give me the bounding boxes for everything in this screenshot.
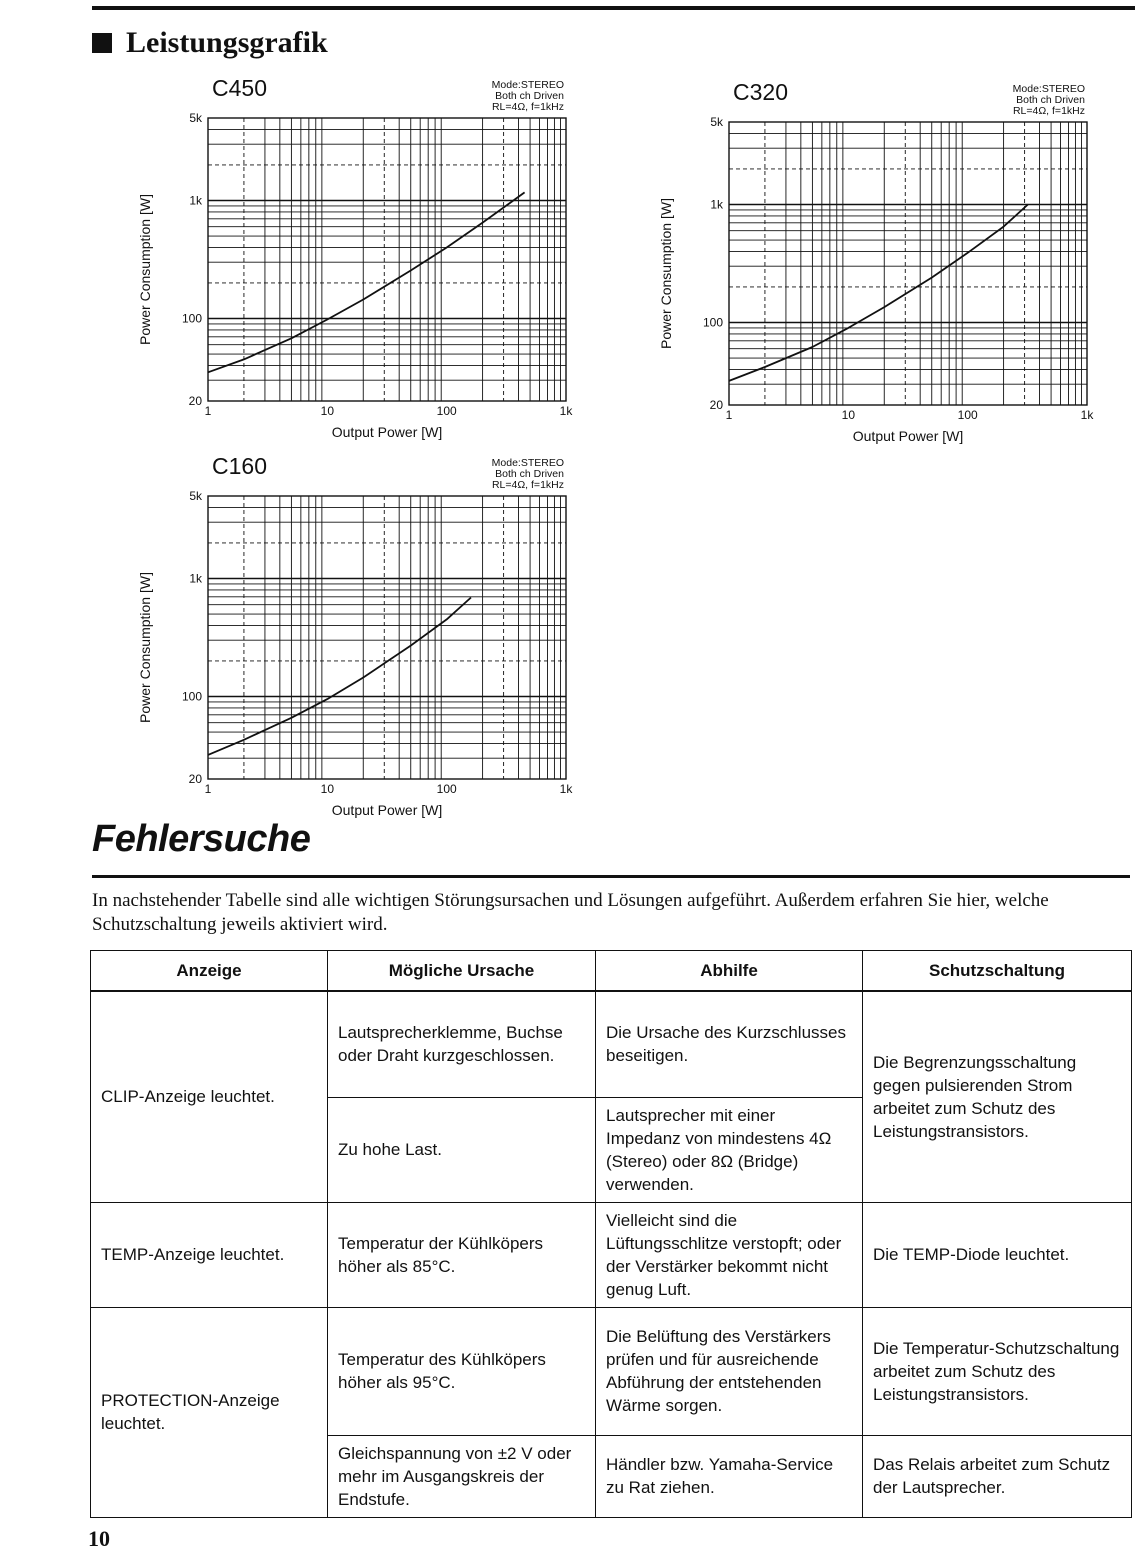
mode-text: RL=4Ω, f=1kHz [491,101,564,113]
remedy-cell: Vielleicht sind die Lüftungsschlitze verstopft; oder der Verstärker bekommt nicht genug Luft. [596,1202,863,1307]
cause-cell: Temperatur des Kühlköpers höher als 95°C. [328,1307,596,1435]
plot-frame [208,496,566,779]
mode-text: Both ch Driven [1016,94,1085,106]
cause-cell: Zu hohe Last. [328,1097,596,1202]
plot-grid [729,122,1087,405]
mode-text: RL=4Ω, f=1kHz [1012,105,1085,117]
y-axis-label: Power Consumption [W] [137,194,153,345]
protection-cell: Die Temperatur-Schutzschaltung arbeitet zum Schutz des Leistungstransistors. [863,1307,1132,1435]
x-tick-label: 1k [1080,408,1094,422]
chart-title: C320 [733,79,788,105]
y-tick-label: 100 [181,311,202,326]
y-axis-label: Power Consumption [W] [137,572,153,723]
chart-c450 [130,72,590,447]
cause-cell: Gleichspannung von ±2 V oder mehr im Ausgangskreis der Endstufe. [328,1435,596,1517]
x-tick-label: 10 [841,408,856,422]
remedy-cell: Lautsprecher mit einer Impedanz von mindestens 4Ω (Stereo) oder 8Ω (Bridge) verwenden. [596,1097,863,1202]
y-tick-label: 1k [189,193,202,208]
chart-title: C160 [212,453,267,479]
x-tick-label: 10 [320,404,335,418]
x-tick-label: 1k [559,404,573,418]
x-tick-label: 10 [320,782,335,796]
x-tick-label: 1k [559,782,573,796]
chart-c160-svg [130,450,590,825]
x-tick-label: 1 [725,408,733,422]
plot-frame [208,118,566,401]
x-axis-label: Output Power [W] [852,428,964,444]
table-row [91,1307,1132,1435]
title-rule [92,875,1130,878]
plot-grid [208,496,566,779]
page-number: 10 [88,1526,110,1551]
indicator-cell: PROTECTION-Anzeige leuchtet. [91,1307,328,1517]
chart-c320 [651,76,1111,451]
mode-text: Mode:STEREO [1012,83,1085,95]
y-tick-label: 1k [189,571,202,586]
remedy-cell: Die Belüftung des Verstärkers prüfen und für ausreichende Abführung der entstehenden Wärme sorgen. [596,1307,863,1435]
y-tick-label: 5k [710,115,723,129]
y-tick-label: 100 [702,315,723,330]
y-axis-label: Power Consumption [W] [658,198,674,349]
y-tick-label: 20 [709,398,723,412]
power-curve-line [208,598,471,755]
y-tick-label: 5k [189,111,202,125]
table-header-row [91,951,1132,992]
x-axis-label: Output Power [W] [331,802,443,818]
x-tick-label: 1 [204,404,212,418]
section-heading [92,26,328,60]
y-tick-label: 5k [189,489,202,503]
plot-grid [208,118,566,401]
chart-c320-svg [651,76,1111,451]
mode-text: Both ch Driven [495,90,564,102]
chart-c160 [130,450,590,825]
header-schutzschaltung: Schutzschaltung [863,951,1132,992]
header-ursache: Mögliche Ursache [328,951,596,992]
protection-cell: Die Begrenzungsschaltung gegen pulsierenden Strom arbeitet zum Schutz des Leistungstransistors. [863,991,1132,1202]
plot-frame [729,122,1087,405]
header-anzeige: Anzeige [91,951,328,992]
mode-text: Both ch Driven [495,468,564,480]
header-abhilfe: Abhilfe [596,951,863,992]
page-title: Fehlersuche [92,818,311,860]
y-tick-label: 1k [710,197,723,212]
troubleshooting-table [90,950,1132,1518]
y-tick-label: 20 [188,394,202,408]
x-tick-label: 100 [957,408,978,422]
mode-text: Mode:STEREO [491,79,564,91]
protection-cell: Die TEMP-Diode leuchtet. [863,1202,1132,1307]
indicator-cell: TEMP-Anzeige leuchtet. [91,1202,328,1307]
cause-cell: Lautsprecherklemme, Buchse oder Draht kurzgeschlossen. [328,991,596,1097]
square-bullet-icon [92,33,112,53]
mode-text: RL=4Ω, f=1kHz [491,479,564,491]
y-tick-label: 20 [188,772,202,786]
mode-text: Mode:STEREO [491,457,564,469]
x-tick-label: 100 [436,782,457,796]
cause-cell: Temperatur der Kühlköpers höher als 85°C. [328,1202,596,1307]
table-row [91,1202,1132,1307]
chart-c450-svg [130,72,590,447]
intro-text: In nachstehender Tabelle sind alle wichtigen Störungsursachen und Lösungen aufgeführt. Außerdem erfahren Sie hier, welche Schutzschaltung jeweils aktiviert wird. [92,890,1049,935]
chart-title: C450 [212,75,267,101]
section-title: Leistungsgrafik [126,26,328,59]
indicator-cell: CLIP-Anzeige leuchtet. [91,991,328,1202]
x-tick-label: 100 [436,404,457,418]
top-rule [92,6,1135,10]
table-row [91,991,1132,1097]
x-tick-label: 1 [204,782,212,796]
remedy-cell: Händler bzw. Yamaha-Service zu Rat ziehen. [596,1435,863,1517]
remedy-cell: Die Ursache des Kurzschlusses beseitigen. [596,991,863,1097]
protection-cell: Das Relais arbeitet zum Schutz der Lautsprecher. [863,1435,1132,1517]
x-axis-label: Output Power [W] [331,424,443,440]
y-tick-label: 100 [181,689,202,704]
power-curve-line [208,192,525,372]
